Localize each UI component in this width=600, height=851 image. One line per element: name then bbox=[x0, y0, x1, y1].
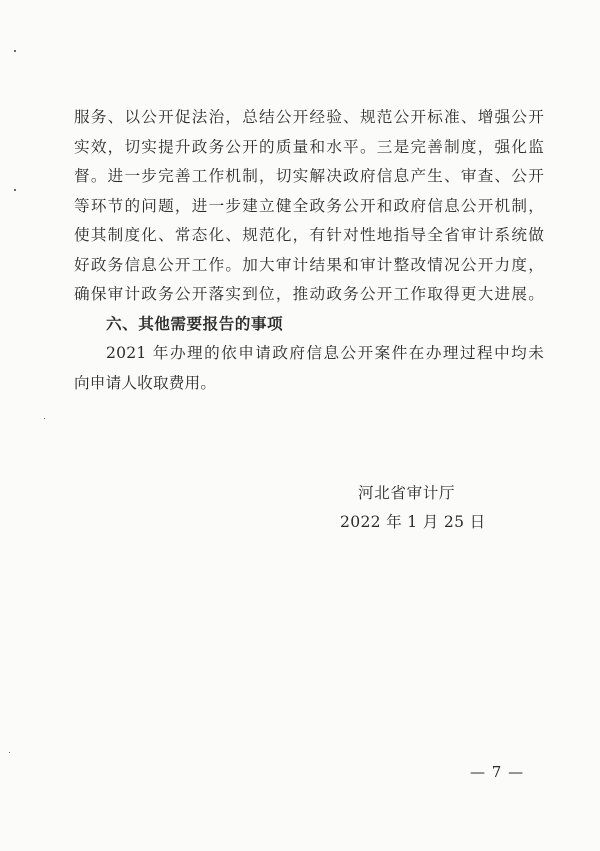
section-line: 2021 年办理的依申请政府信息公开案件在办理过程中均未 bbox=[106, 344, 544, 362]
paragraph-line: 使其制度化、常态化、规范化，有针对性地指导全省审计系统做 bbox=[74, 226, 544, 244]
scan-speck bbox=[14, 189, 16, 191]
section-heading: 六、其他需要报告的事项 bbox=[106, 314, 284, 333]
paragraph-line: 服务、以公开促法治，总结公开经验、规范公开标准、增强公开 bbox=[74, 108, 544, 126]
scan-speck bbox=[44, 418, 45, 419]
scan-speck bbox=[9, 752, 10, 753]
paragraph-line: 实效，切实提升政务公开的质量和水平。三是完善制度，强化监 bbox=[74, 137, 544, 156]
paragraph-line: 督。进一步完善工作机制，切实解决政府信息产生、审查、公开 bbox=[74, 167, 544, 185]
paragraph-line: 好政务信息公开工作。加大审计结果和审计整改情况公开力度， bbox=[74, 255, 544, 274]
paragraph-line: 确保审计政务公开落实到位，推动政务公开工作取得更大进展。 bbox=[74, 285, 544, 303]
signature-date: 2022 年 1 月 25 日 bbox=[340, 513, 486, 531]
body-text bbox=[74, 103, 544, 398]
section-line: 向申请人收取费用。 bbox=[74, 373, 217, 392]
paragraph-line: 等环节的问题，进一步建立健全政务公开和政府信息公开机制， bbox=[74, 196, 544, 215]
signature-organization: 河北省审计厅 bbox=[358, 484, 456, 502]
scan-speck bbox=[14, 50, 16, 52]
page-number: — 7 — bbox=[470, 763, 525, 781]
